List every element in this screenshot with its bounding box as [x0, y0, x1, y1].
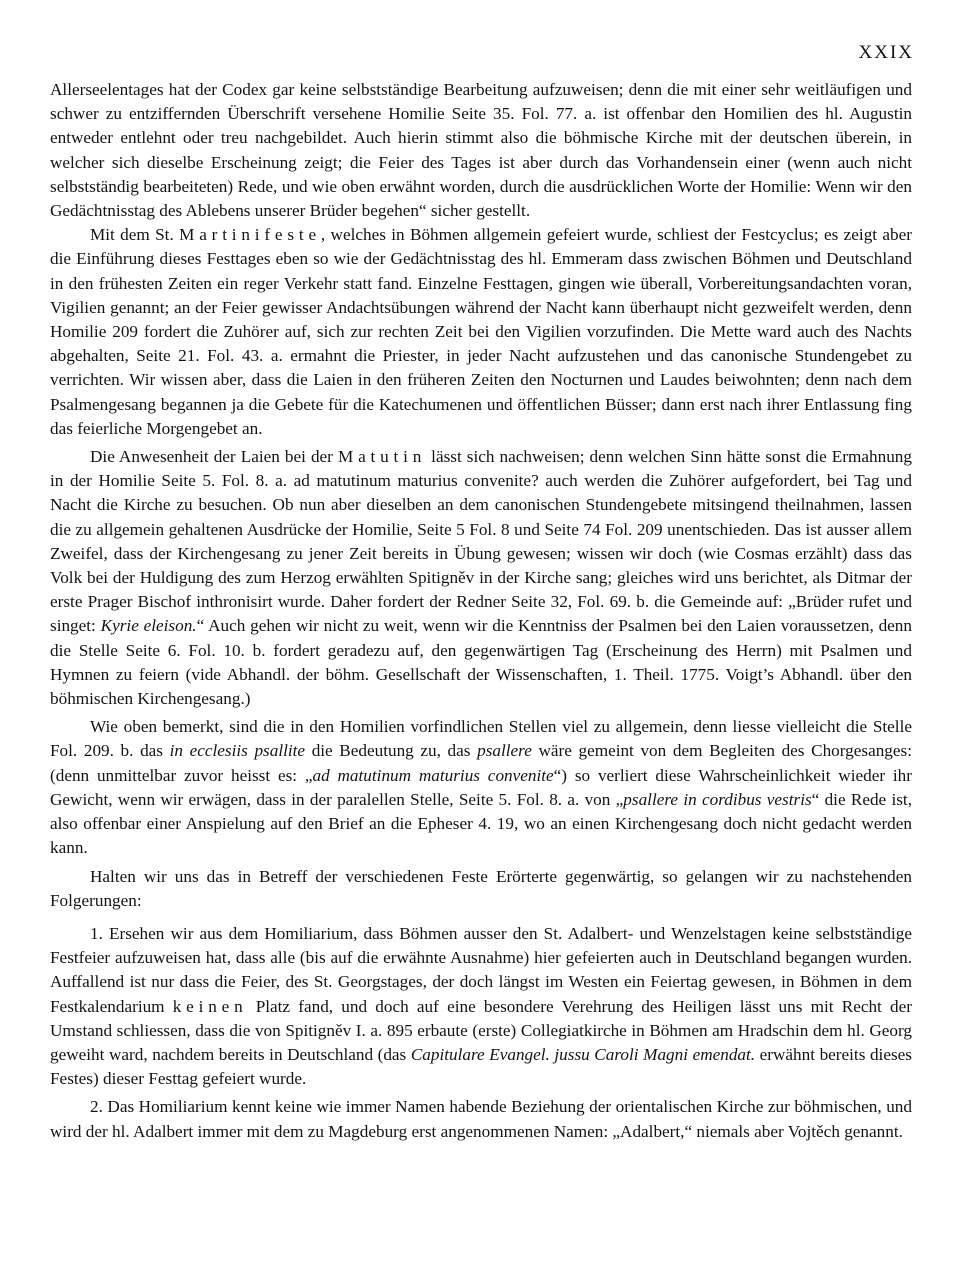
text-run: Platz fand, und doch auf eine besondere Verehrung des Heiligen lässt uns mit Recht der Umstand schliessen, dass die von Spitigněv I. a. 895 erbaute (erste) Collegiatkirche in Böhmen am Hradschin dem hl. Georg geweiht ward, nachdem bereits in Deutschland (das	[50, 996, 912, 1064]
spaced-text: Matutin	[337, 447, 427, 467]
text-run: “) so verliert diese Wahrscheinlichkeit wieder ihr Gewicht, wenn wir erwägen, dass in der paralellen Stelle, Seite 5. Fol. 8. a. von „	[50, 765, 912, 809]
text-run: , welches in Böhmen allgemein gefeiert wurde, schliest der Festcyclus; es zeigt aber die Einführung dieses Festtages eben so wie der Gedächtnisstag des hl. Emmeram dass zwischen Böhmen und Deutschland in den frühesten Zeiten ein reger Verkehr statt fand. Einzelne Festtagen, gingen wie überall, Vorbereitungsandachten voran, Vigilien genannt; an der Feier gewisser Andachtsübungen während der Nacht kann überhaupt nicht gezweifelt werden, denn Homilie 209 fordert die Zuhörer auf, sich zur rechten Zeit bei den Vigilien vorzufinden. Die Mette ward auch des Nachts abgehalten, Seite 21. Fol. 43. a. ermahnt die Priester, in jeder Nacht aufzustehen und das canonische Stundengebet zu verrichten. Wir wissen aber, dass die Laien in den früheren Zeiten den Nocturnen und Laudes beiwohnten; denn nach dem Psalmengesang begannen ja die Gebete für die Katechumenen und öffentlichen Büsser; dann erst nach ihrer Entlassung fing das feierliche Morgengebet an.	[50, 225, 912, 438]
paragraph-conclusion-2	[50, 1095, 912, 1143]
paragraph-homily-passages	[50, 715, 912, 860]
spaced-text: keinen	[172, 996, 248, 1016]
text-run: wäre gemeint von dem Begleiten des Chorgesanges: (denn unmittelbar zuvor heisst es: „	[50, 741, 912, 785]
text-run: Mit dem St.	[90, 225, 180, 245]
italic-text: psallere	[477, 741, 532, 761]
spaced-text: Martinifeste	[179, 225, 321, 245]
text-run: Wie oben bemerkt, sind die in den Homilien vorfindlichen Stellen viel zu allgemein, denn liesse vielleicht die Stelle Fol. 209. b. das	[50, 717, 912, 761]
body-text	[50, 78, 912, 1144]
text-run: 2. Das Homiliarium kennt keine wie immer Namen habende Beziehung der orientalischen Kirche zur böhmischen, und wird der hl. Adalbert immer mit dem zu Magdeburg erst angenommenen Namen: „Adalbert,“ niemals aber Vojtěch genannt.	[50, 1097, 912, 1141]
text-run: 1. Ersehen wir aus dem Homiliarium, dass Böhmen ausser den St. Adalbert- und Wenzelstagen keine selbstständige Festfeier aufzuweisen hat, dass alle (bis auf die erwähnte Ausnahme) hier gefeierten auch in Deutschland begangen wurden. Auffallend ist nur dass die Feier, des St. Georgstages, der doch längst im Westen ein Feiertag gewesen, in Böhmen in dem Festkalendarium	[50, 923, 912, 1016]
text-run: erwähnt bereits dieses Festes) dieser Festtag gefeiert wurde.	[50, 1044, 912, 1089]
paragraph-conclusion-1	[50, 922, 912, 1091]
text-run: Die Anwesenheit der Laien bei der	[90, 447, 338, 467]
italic-text: psallere in cordibus vestris	[623, 789, 812, 809]
text-run: die Bedeutung zu, das	[305, 741, 478, 761]
text-run: lässt sich nachweisen; denn welchen Sinn hätte sonst die Ermahnung in der Homilie Seite 5. Fol. 8. a. ad matutinum maturius convenite? auch werden die Zuhörer aufgefordert, bei Tag und Nacht die Kirche zu besuchen. Ob nun aber dieselben an dem canonischen Stundengebete mitsingend theilnahmen, lassen die zu allgemein gehaltenen Ausdrücke der Homilie, Seite 5 Fol. 8 und Seite 74 Fol. 209 unentschieden. Das ist ausser allem Zweifel, dass der Kirchengesang zu jener Zeit bereits in Übung gewesen; wissen wir doch (wie Cosmas erzählt) dass das Volk bei der Huldigung des zum Herzog erwählten Spitigněv in der Kirche sang; gleiches wird uns berichtet, als Ditmar der erste Prager Bischof inthronisirt wurde. Daher fordert der Redner Seite 32, Fol. 69. b. die Gemeinde auf: „Brüder rufet und singet:	[50, 447, 912, 636]
text-run: Halten wir uns das in Betreff der verschiedenen Feste Erörterte gegenwärtig, so gelangen wir zu nachstehenden Folgerungen:	[50, 866, 912, 910]
text-run: “ Auch gehen wir nicht zu weit, wenn wir die Kenntniss der Psalmen bei den Laien voraussetzen, denn die Stelle Seite 6. Fol. 10. b. fordert geradezu auf, den gegenwärtigen Tag (Erscheinung des Herrn) mit Psalmen und Hymnen zu feiern (vide Abhandl. der böhm. Gesellschaft der Wissenschaften, 1. Theil. 1775. Voigt’s Abhandl. über den böhmischen Kirchengesang.)	[50, 616, 912, 709]
text-run: Allerseelentages hat der Codex gar keine selbstständige Bearbeitung aufzuweisen; denn die mit einer sehr weitläufigen und schwer zu entziffernden Überschrift versehene Homilie Seite 35. Fol. 77. a. ist offenbar den Homilien des hl. Augustin entweder entlehnt oder treu nachgebildet. Auch hierin stimmt also die böhmische Kirche mit der deutschen überein, in welcher sich dieselbe Erscheinung zeigt; die Feier des Tages ist aber durch das Vorhandensein einer (wenn auch nicht selbstständig bearbeiteten) Rede, und wie oben erwähnt worden, durch die ausdrücklichen Worte der Homilie: Wenn wir den Gedächtnisstag des Ablebens unserer Brüder begehen“ sicher gestellt.	[50, 80, 912, 221]
italic-text: Capitulare Evangel. jussu Caroli Magni emendat.	[410, 1044, 756, 1064]
paragraph-conclusions-intro	[50, 865, 912, 913]
paragraph-martinmas	[50, 223, 912, 441]
italic-text: ad matutinum maturius convenite	[312, 765, 554, 785]
italic-text: in ecclesiis psallite	[169, 741, 306, 761]
paragraph-all-souls	[50, 78, 912, 223]
text-run: “ die Rede ist, also offenbar einer Anspielung auf den Brief an die Epheser 4. 19, wo an einen Kirchengesang doch nicht gedacht werden kann.	[50, 789, 912, 858]
page-number: XXIX	[858, 42, 914, 63]
paragraph-matins	[50, 445, 912, 711]
italic-text: Kyrie eleison.	[100, 616, 197, 636]
